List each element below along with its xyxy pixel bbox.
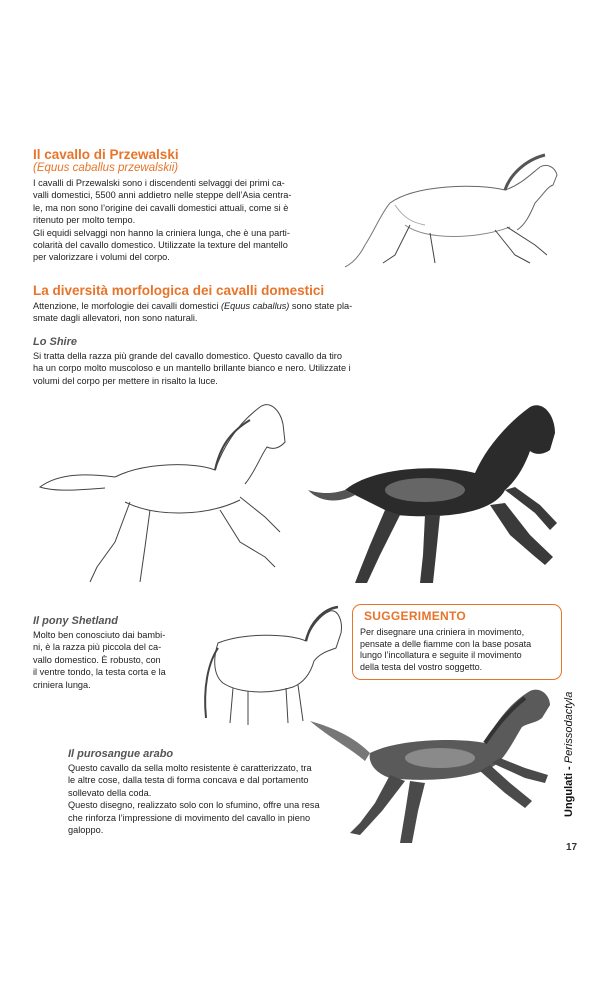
shetland-section [33, 615, 198, 691]
przewalski-section [33, 147, 333, 264]
shire-title: Lo Shire [33, 336, 78, 348]
diversita-text: Attenzione, le morfologie dei cavalli domestici (Equus caballus) sono state pla- smate dagli allevatori, non sono naturali. [33, 301, 353, 324]
shire-section [33, 336, 413, 387]
page-number: 17 [566, 842, 578, 853]
shetland-title: Il pony Shetland [33, 615, 118, 627]
shetland-text: Molto ben conosciuto dai bambi- ni, è la razza più piccola del ca- vallo domestico. È robusto, con il ventre tondo, la testa corta e la criniera lunga. [33, 630, 166, 690]
diversita-title: La diversità morfologica dei cavalli domestici [33, 283, 325, 298]
przewalski-title: Il cavallo di Przewalski [33, 147, 179, 162]
przewalski-latin: (Equus caballus przewalskii) [33, 162, 179, 174]
tip-text: Per disegnare una criniera in movimento, pensate a delle fiamme con la base posata lungo l’incollatura e seguite il movimento della testa del vostro soggetto. [360, 627, 532, 672]
przewalski-horse-illustration [335, 145, 575, 275]
arabian-horse-illustration [310, 683, 555, 848]
diversita-section [33, 283, 403, 325]
shire-shaded-illustration [305, 395, 560, 590]
side-chapter-label: Ungulati - Perissodactyla [563, 692, 575, 818]
arabo-title: Il purosangue arabo [68, 748, 174, 760]
shire-text: Si tratta della razza più grande del cavallo domestico. Questo cavallo da tiro ha un corpo molto muscoloso e un mantello brillante bianco e nero. Utilizzate i volumi del corpo per mettere in risalto la luce. [33, 351, 351, 386]
przewalski-text: I cavalli di Przewalski sono i discendenti selvaggi dei primi ca- valli domestici, 5500 anni addietro nelle steppe dell’Asia centra- le, ma non sono l’origine dei cavalli domestici attuali, come si è ritenuto per molto tempo. Gli equidi selvaggi non hanno la criniera lunga, che è una parti- colarità del cavallo domestico. Utilizzate la texture del mantello per valorizzare i volumi del corpo. [33, 178, 292, 263]
tip-title: SUGGERIMENTO [364, 609, 467, 623]
tip-box [352, 604, 562, 680]
shire-outline-illustration [35, 392, 295, 592]
arabo-text: Questo cavallo da sella molto resistente è caratterizzato, tra le altre cose, dalla testa di forma concava e dal portamento sollevato della coda. Questo disegno, realizzato solo con lo sfumino, offre una resa che rinforza l’impressione di movimento del cavallo in pieno galoppo. [68, 763, 320, 836]
